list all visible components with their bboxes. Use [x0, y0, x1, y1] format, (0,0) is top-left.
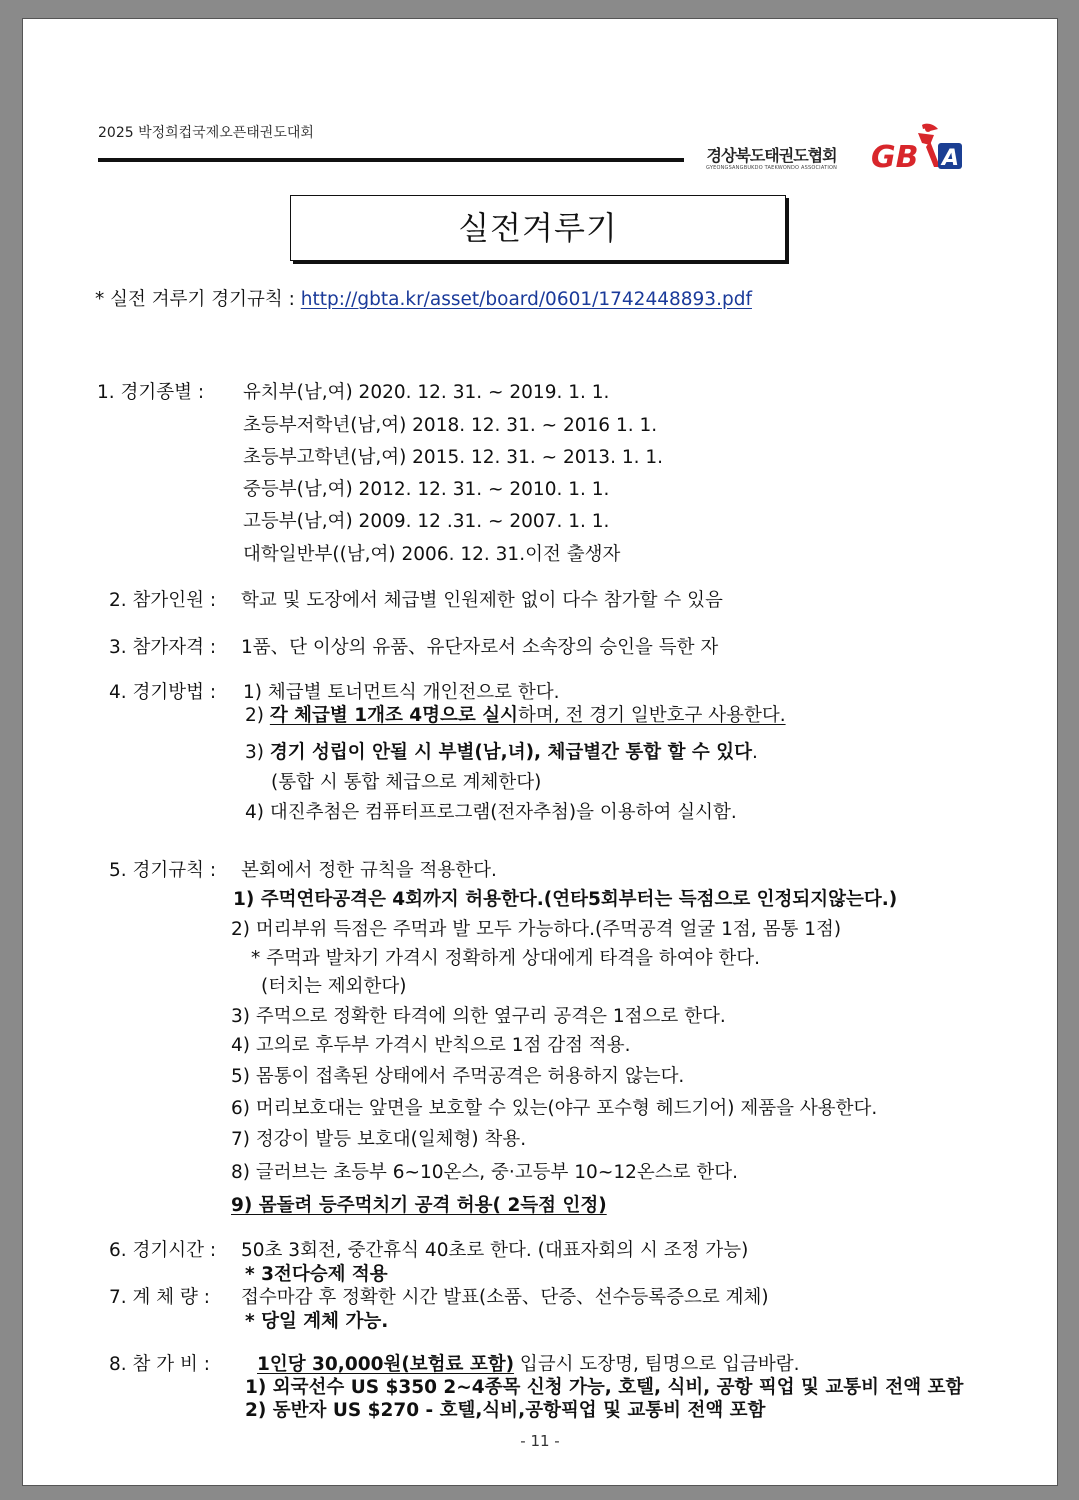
s5-label: 5. 경기규칙 :: [109, 860, 217, 881]
association-name: [706, 147, 837, 172]
s5-rule-2-note2: (터치는 제외한다): [261, 976, 407, 997]
s8-note-2: 2) 동반자 US $270 - 호텔,식비,공항픽업 및 교통비 전액 포함: [245, 1400, 766, 1421]
document-title: 실전겨루기: [458, 209, 618, 247]
header-rule: [98, 158, 684, 162]
document-title-box: [290, 195, 786, 261]
s6-label: 6. 경기시간 :: [109, 1240, 217, 1261]
s4-item-3-bold: 경기 성립이 안될 시 부별(남,녀), 체급별간 통합 할 수 있다: [269, 742, 752, 763]
association-name-kr: 경상북도태권도협회: [706, 146, 837, 165]
association-name-en: GYEONGSANGBUKDO TAEKWONDO ASSOCIATION: [706, 165, 838, 171]
s6-note: * 3전다승제 적용: [245, 1264, 388, 1285]
s5-rule-8: 8) 글러브는 초등부 6~10온스, 중·고등부 10~12온스로 한다.: [231, 1162, 738, 1183]
s3-label: 3. 참가자격 :: [109, 637, 217, 658]
s4-item-3-end: .: [751, 742, 758, 763]
svg-text:GB: GB: [871, 140, 919, 171]
s4-item-2-bold: 각 체급별 1개조 4명으로 실시: [269, 705, 518, 726]
s1-row: 초등부저학년(남,여) 2018. 12. 31. ~ 2016 1. 1.: [243, 415, 658, 436]
s5-rule-4: 4) 고의로 후두부 가격시 반칙으로 1점 감점 적용.: [231, 1035, 631, 1056]
event-title: 2025 박정희컵국제오픈태권도대회: [98, 125, 314, 141]
s5-rule-2: 2) 머리부위 득점은 주먹과 발 모두 가능하다.(주먹공격 얼굴 1점, 몸통 1점): [231, 919, 842, 940]
svg-text:A: A: [942, 146, 960, 171]
s8-fee-rest: 입금시 도장명, 팀명으로 입금바람.: [514, 1354, 800, 1375]
s6-text: 50초 3회전, 중간휴식 40초로 한다. (대표자회의 시 조정 가능): [241, 1240, 749, 1261]
s1-row: 유치부(남,여) 2020. 12. 31. ~ 2019. 1. 1.: [243, 382, 610, 403]
s4-label: 4. 경기방법 :: [109, 682, 217, 703]
s5-intro: 본회에서 정한 규칙을 적용한다.: [241, 860, 497, 881]
s2-label: 2. 참가인원 :: [109, 590, 217, 611]
s4-item-1: 1) 체급별 토너먼트식 개인전으로 한다.: [243, 682, 560, 703]
rules-link[interactable]: http://gbta.kr/asset/board/0601/1742448893.pdf: [300, 289, 752, 310]
s4-item-2-num: 2): [245, 705, 270, 726]
s8-fee-bold: 1인당 30,000원(보험료 포함): [257, 1354, 515, 1375]
s2-text: 학교 및 도장에서 체급별 인원제한 없이 다수 참가할 수 있음: [241, 590, 723, 611]
s4-item-3-num: 3): [245, 742, 270, 763]
s8-fee: [257, 1353, 800, 1377]
s1-label: 1. 경기종별 :: [97, 382, 205, 403]
s4-item-4: 4) 대진추첨은 컴퓨터프로그램(전자추첨)을 이용하여 실시함.: [245, 802, 737, 823]
s3-text: 1품、단 이상의 유품、유단자로서 소속장의 승인을 득한 자: [241, 637, 719, 658]
page-number: - 11 -: [520, 1432, 560, 1450]
s1-row: 대학일반부((남,여) 2006. 12. 31.이전 출생자: [243, 544, 621, 565]
s8-note-1: 1) 외국선수 US $350 2~4종목 신청 가능, 호텔, 식비, 공항 픽업 및 교통비 전액 포함: [245, 1377, 964, 1398]
s4-item-2: [245, 704, 786, 728]
s7-label: 7. 계 체 량 :: [109, 1287, 211, 1308]
s4-item-2-rest: 하며, 전 경기 일반호구 사용한다.: [517, 705, 786, 726]
gbta-logo-icon: [868, 123, 964, 171]
s8-label: 8. 참 가 비 :: [109, 1354, 211, 1375]
s5-rule-2-note: * 주먹과 발차기 가격시 정확하게 상대에게 타격을 하여야 한다.: [251, 948, 760, 969]
rules-link-label: * 실전 겨루기 경기규칙 :: [95, 289, 301, 310]
s5-rule-6: 6) 머리보호대는 앞면을 보호할 수 있는(야구 포수형 헤드기어) 제품을 사용한다.: [231, 1098, 878, 1119]
s5-rule-7: 7) 정강이 발등 보호대(일체형) 착용.: [231, 1129, 527, 1150]
s7-note: * 당일 계체 가능.: [245, 1311, 389, 1332]
s4-item-3: [245, 741, 758, 765]
s1-row: 고등부(남,여) 2009. 12 .31. ~ 2007. 1. 1.: [243, 511, 610, 532]
s5-rule-1: 1) 주먹연타공격은 4회까지 허용한다.(연타5회부터는 득점으로 인정되지않는다.): [233, 889, 898, 910]
s4-item-3-sub: (통합 시 통합 체급으로 계체한다): [271, 772, 542, 793]
s5-rule-5: 5) 몸통이 접촉된 상태에서 주먹공격은 허용하지 않는다.: [231, 1066, 685, 1087]
s5-rule-3: 3) 주먹으로 정확한 타격에 의한 옆구리 공격은 1점으로 한다.: [231, 1006, 726, 1027]
s7-text: 접수마감 후 정확한 시간 발표(소품、단증、선수등록증으로 계체): [241, 1287, 769, 1308]
s1-row: 초등부고학년(남,여) 2015. 12. 31. ~ 2013. 1. 1.: [243, 447, 664, 468]
s5-rule-9: 9) 몸돌려 등주먹치기 공격 허용( 2득점 인정): [231, 1195, 607, 1216]
document-page: [22, 18, 1058, 1486]
s1-row: 중등부(남,여) 2012. 12. 31. ~ 2010. 1. 1.: [243, 479, 610, 500]
rules-link-line: [95, 288, 752, 312]
